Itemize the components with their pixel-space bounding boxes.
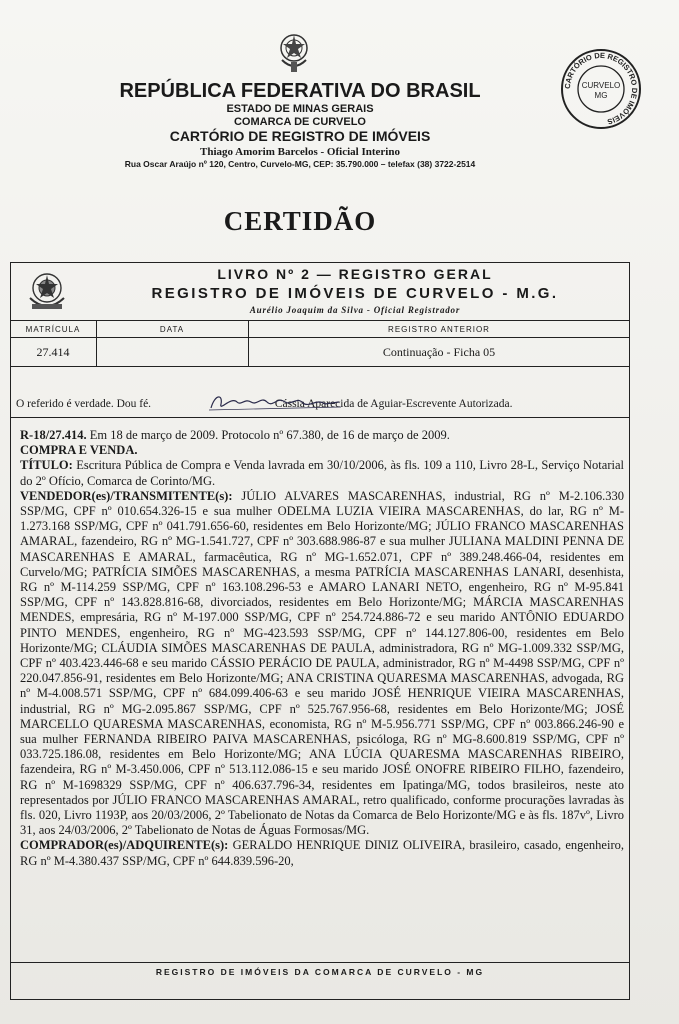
attestation-after: Cássia Aparecida de Aguiar-Escrevente Autorizada. [274,398,513,410]
book-coat-of-arms-icon [22,268,72,314]
comprador-text: GERALDO HENRIQUE DINIZ OLIVEIRA, brasileiro, casado, engenheiro, RG nº M-4.380.437 SSP/MG, CPF nº 644.839.596-20, [20,838,624,868]
titulo-text: Escritura Pública de Compra e Venda lavrada em 30/10/2006, às fls. 109 a 110, Livro 28-L, Serviço Notarial do 2º Ofício, Comarca de Corinto/MG. [20,458,624,488]
book-title: LIVRO Nº 2 — REGISTRO GERAL [217,266,493,282]
seal-ring-text: CARTÓRIO DE REGISTRO DE IMÓVEIS [562,50,640,127]
document-title: CERTIDÃO [223,206,377,236]
footer-rule [10,962,630,963]
table-header-rule [10,337,630,338]
registration-entry [20,428,624,869]
seal-center-top: CURVELO [581,81,621,90]
office-address: Rua Oscar Araújo nº 120, Centro, Curvelo-MG, CEP: 35.790.000 – telefax (38) 3722-2514 [124,159,476,169]
entry-header [20,428,624,443]
registry-title: REGISTRO DE IMÓVEIS DE CURVELO - M.G. [151,285,559,302]
vendedor-text: JÚLIO ALVARES MASCARENHAS, industrial, RG nº M-2.106.330 SSP/MG, CPF nº 010.654.326-15 e sua mulher ODELMA LUZIA VIEIRA MASCARENHAS, do lar, RG nº M-1.273.168 SSP/MG, CPF nº 041.791.656-60, residentes em Belo Horizonte/MG; JÚLIO FRANCO MASCARENHAS AMARAL, fazendeiro, RG nº MG-1.541.727, CPF nº 303.688.986-87 e sua mulher JULIANA MALDINI PENNA DE MASCARENHAS E AMARAL, farmacêutica, RG nº MG-1.652.071, CPF nº 389.248.466-04, residentes em Curvelo/MG; PATRÍCIA SIMÕES MASCARENHAS, a mesma PATRÍCIA MASCARENHAS LANARI, desenhista, RG nº M-114.259 SSP/MG, CPF nº 163.108.296-53 e AMARO LANARI NETO, engenheiro, RG nº M-95.841 SSP/MG, CPF nº 143.828.816-68, divorciados, residentes em Belo Horizonte/MG; MÁRCIA MASCARENHAS MENDES, empresária, RG nº M-197.000 SSP/MG, CPF nº 254.724.886-72 e seu marido ANTÔNIO EDUARDO PINTO MENDES, engenheiro, RG nº MG-423.593 SSP/MG, CPF nº 144.127.806-00, residentes em Belo Horizonte/MG; CLÁUDIA SIMÕES MASCARENHAS DE PAULA, administradora, RG nº MG-1.009.332 SSP/MG, CPF nº 403.423.446-68 e seu marido CÁSSIO PERÁCIO DE PAULA, administrador, RG nº M-4498 SSP/MG, CPF nº 220.047.856-91, residentes em Belo Horizonte/MG; ANA CRISTINA QUARESMA MASCARENHAS, advogada, RG nº M-4.008.571 SSP/MG, CPF nº 684.099.406-63 e seu marido JOSÉ HENRIQUE VIEIRA MASCARENHAS, industrial, RG nº MG-2.095.867 SSP/MG, CPF nº 525.767.956-68, residentes em Belo Horizonte/MG; JOSÉ MARCELLO QUARESMA MASCARENHAS, economista, RG nº M-5.956.771 SSP/MG, CPF nº 003.866.246-90 e sua mulher FERNANDA RIBEIRO PAIVA MASCARENHAS, psicóloga, RG nº MG-8.600.819 SSP/MG, CPF nº 033.725.186.08, residentes em Belo Horizonte/MG; ANA LÚCIA QUARESMA MASCARENHAS RIBEIRO, fazendeira, RG nº M-3.450.006, CPF nº 513.112.086-15 e seu marido JOSÉ ONOFRE RIBEIRO FILHO, fazendeiro, RG nº M-1698329 SSP/MG, CPF nº 406.637.796-34, residentes em Ipatinga/MG, todos brasileiros, neste ato representados por JÚLIO FRANCO MASCARENHAS AMARAL, retro qualificado, conforme procurações lavradas às fls. 020, Livro 1193P, aos 20/03/2006, 2º Tabelionato de Notas da Comarca de Belo Horizonte/MG e às fls. 187vº, Livro 31, aos 24/03/2006, 2º Tabelionato de Notas de Águas Formosas/MG. [20,488,624,838]
vendedor-paragraph [20,489,624,839]
county-heading: COMARCA DE CURVELO [233,116,366,128]
data-header: DATA [159,325,185,334]
signature-icon [205,390,345,414]
registrar-name: Aurélio Joaquim da Silva - Oficial Registrador [249,305,461,315]
titulo-paragraph [20,458,624,488]
state-heading: ESTADO DE MINAS GERAIS [226,103,374,115]
entry-date: Em 18 de março de 2009. Protocolo nº 67.380, de 16 de março de 2009. [86,428,450,442]
office-heading: CARTÓRIO DE REGISTRO DE IMÓVEIS [169,128,431,144]
seal-center-bottom: MG [594,91,608,100]
entry-number: R-18/27.414. [20,428,87,442]
table-top-rule [10,320,630,321]
vendedor-label: VENDEDOR(es)/TRANSMITENTE(s): [20,488,233,503]
page-footer: REGISTRO DE IMÓVEIS DA COMARCA DE CURVELO - MG [155,967,485,977]
republic-heading: REPÚBLICA FEDERATIVA DO BRASIL [119,80,481,102]
matricula-value: 27.414 [36,345,70,359]
entry-type [20,443,624,458]
attestation-before: O referido é verdade. Dou fé. [16,398,152,410]
matricula-header: MATRÍCULA [25,325,81,334]
comprador-label: COMPRADOR(es)/ADQUIRENTE(s): [20,838,229,853]
titulo-label: TÍTULO: [20,458,73,473]
comprador-paragraph [20,838,624,868]
registro-anterior-value: Continuação - Ficha 05 [382,345,496,359]
officer-name: Thiago Amorim Barcelos - Oficial Interino [200,146,400,158]
coat-of-arms-icon [276,30,312,76]
entry-type-label: COMPRA E VENDA. [20,443,138,458]
registro-anterior-header: REGISTRO ANTERIOR [388,325,490,334]
registry-seal-icon [560,48,642,130]
attestation-rule [10,417,630,418]
table-bottom-rule [10,366,630,367]
